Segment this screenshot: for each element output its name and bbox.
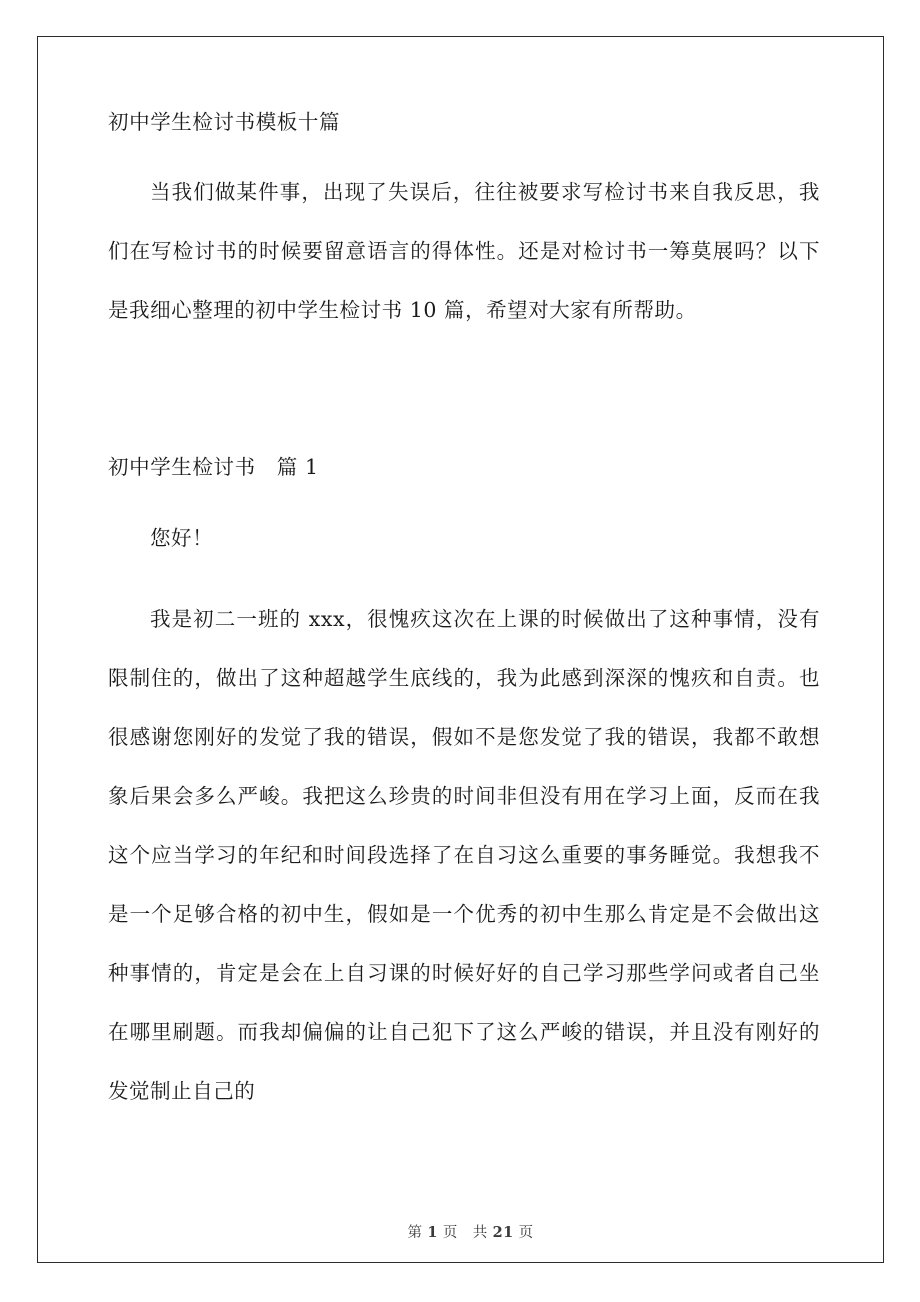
footer-current-prefix: 第	[407, 1225, 428, 1241]
footer-current-suffix: 页	[437, 1225, 458, 1241]
footer-total-page-number: 21	[492, 1224, 514, 1241]
spacer-greeting-to-body	[108, 566, 820, 590]
spacer-intro-to-section	[108, 340, 820, 447]
footer-total-suffix: 页	[513, 1225, 534, 1241]
body-paragraph: 我是初二一班的 xxx，很愧疚这次在上课的时候做出了这种事情，没有限制住的，做出了这种超越学生底线的，我为此感到深深的愧疚和自责。也很感谢您刚好的发觉了我的错误，假如不是您发觉了我的错误，我都不敢想象后果会多么严峻。我把这么珍贵的时间非但没有用在学习上面，反而在我这个应当学习的年纪和时间段选择了在自习这么重要的事务睡觉。我想我不是一个足够合格的初中生，假如是一个优秀的初中生那么肯定是不会做出这种事情的，肯定是会在上自习课的时候好好的自己学习那些学问或者自己坐在哪里刷题。而我却偏偏的让自己犯下了这么严峻的错误，并且没有刚好的发觉制止自己的	[108, 607, 820, 1103]
footer-total-prefix: 共	[472, 1225, 493, 1241]
greeting-line: 您好！	[150, 526, 214, 550]
section-heading-piece-1: 初中学生检讨书 篇 1	[108, 455, 319, 479]
spacer-title-to-intro	[108, 139, 820, 163]
document-page-sheet	[37, 36, 884, 1263]
page-footer	[38, 1205, 883, 1258]
footer-separator	[458, 1225, 473, 1241]
spacer-section-to-greeting	[108, 487, 820, 511]
document-title: 初中学生检讨书模板十篇	[108, 110, 341, 134]
intro-paragraph: 当我们做某件事，出现了失误后，往往被要求写检讨书来自我反思，我们在写检讨书的时候要留意语言的得体性。还是对检讨书一筹莫展吗？以下是我细心整理的初中学生检讨书 10 篇，希望对大家有所帮助。	[108, 180, 820, 322]
document-text-column	[108, 105, 820, 1121]
footer-current-page-number: 1	[427, 1224, 438, 1241]
